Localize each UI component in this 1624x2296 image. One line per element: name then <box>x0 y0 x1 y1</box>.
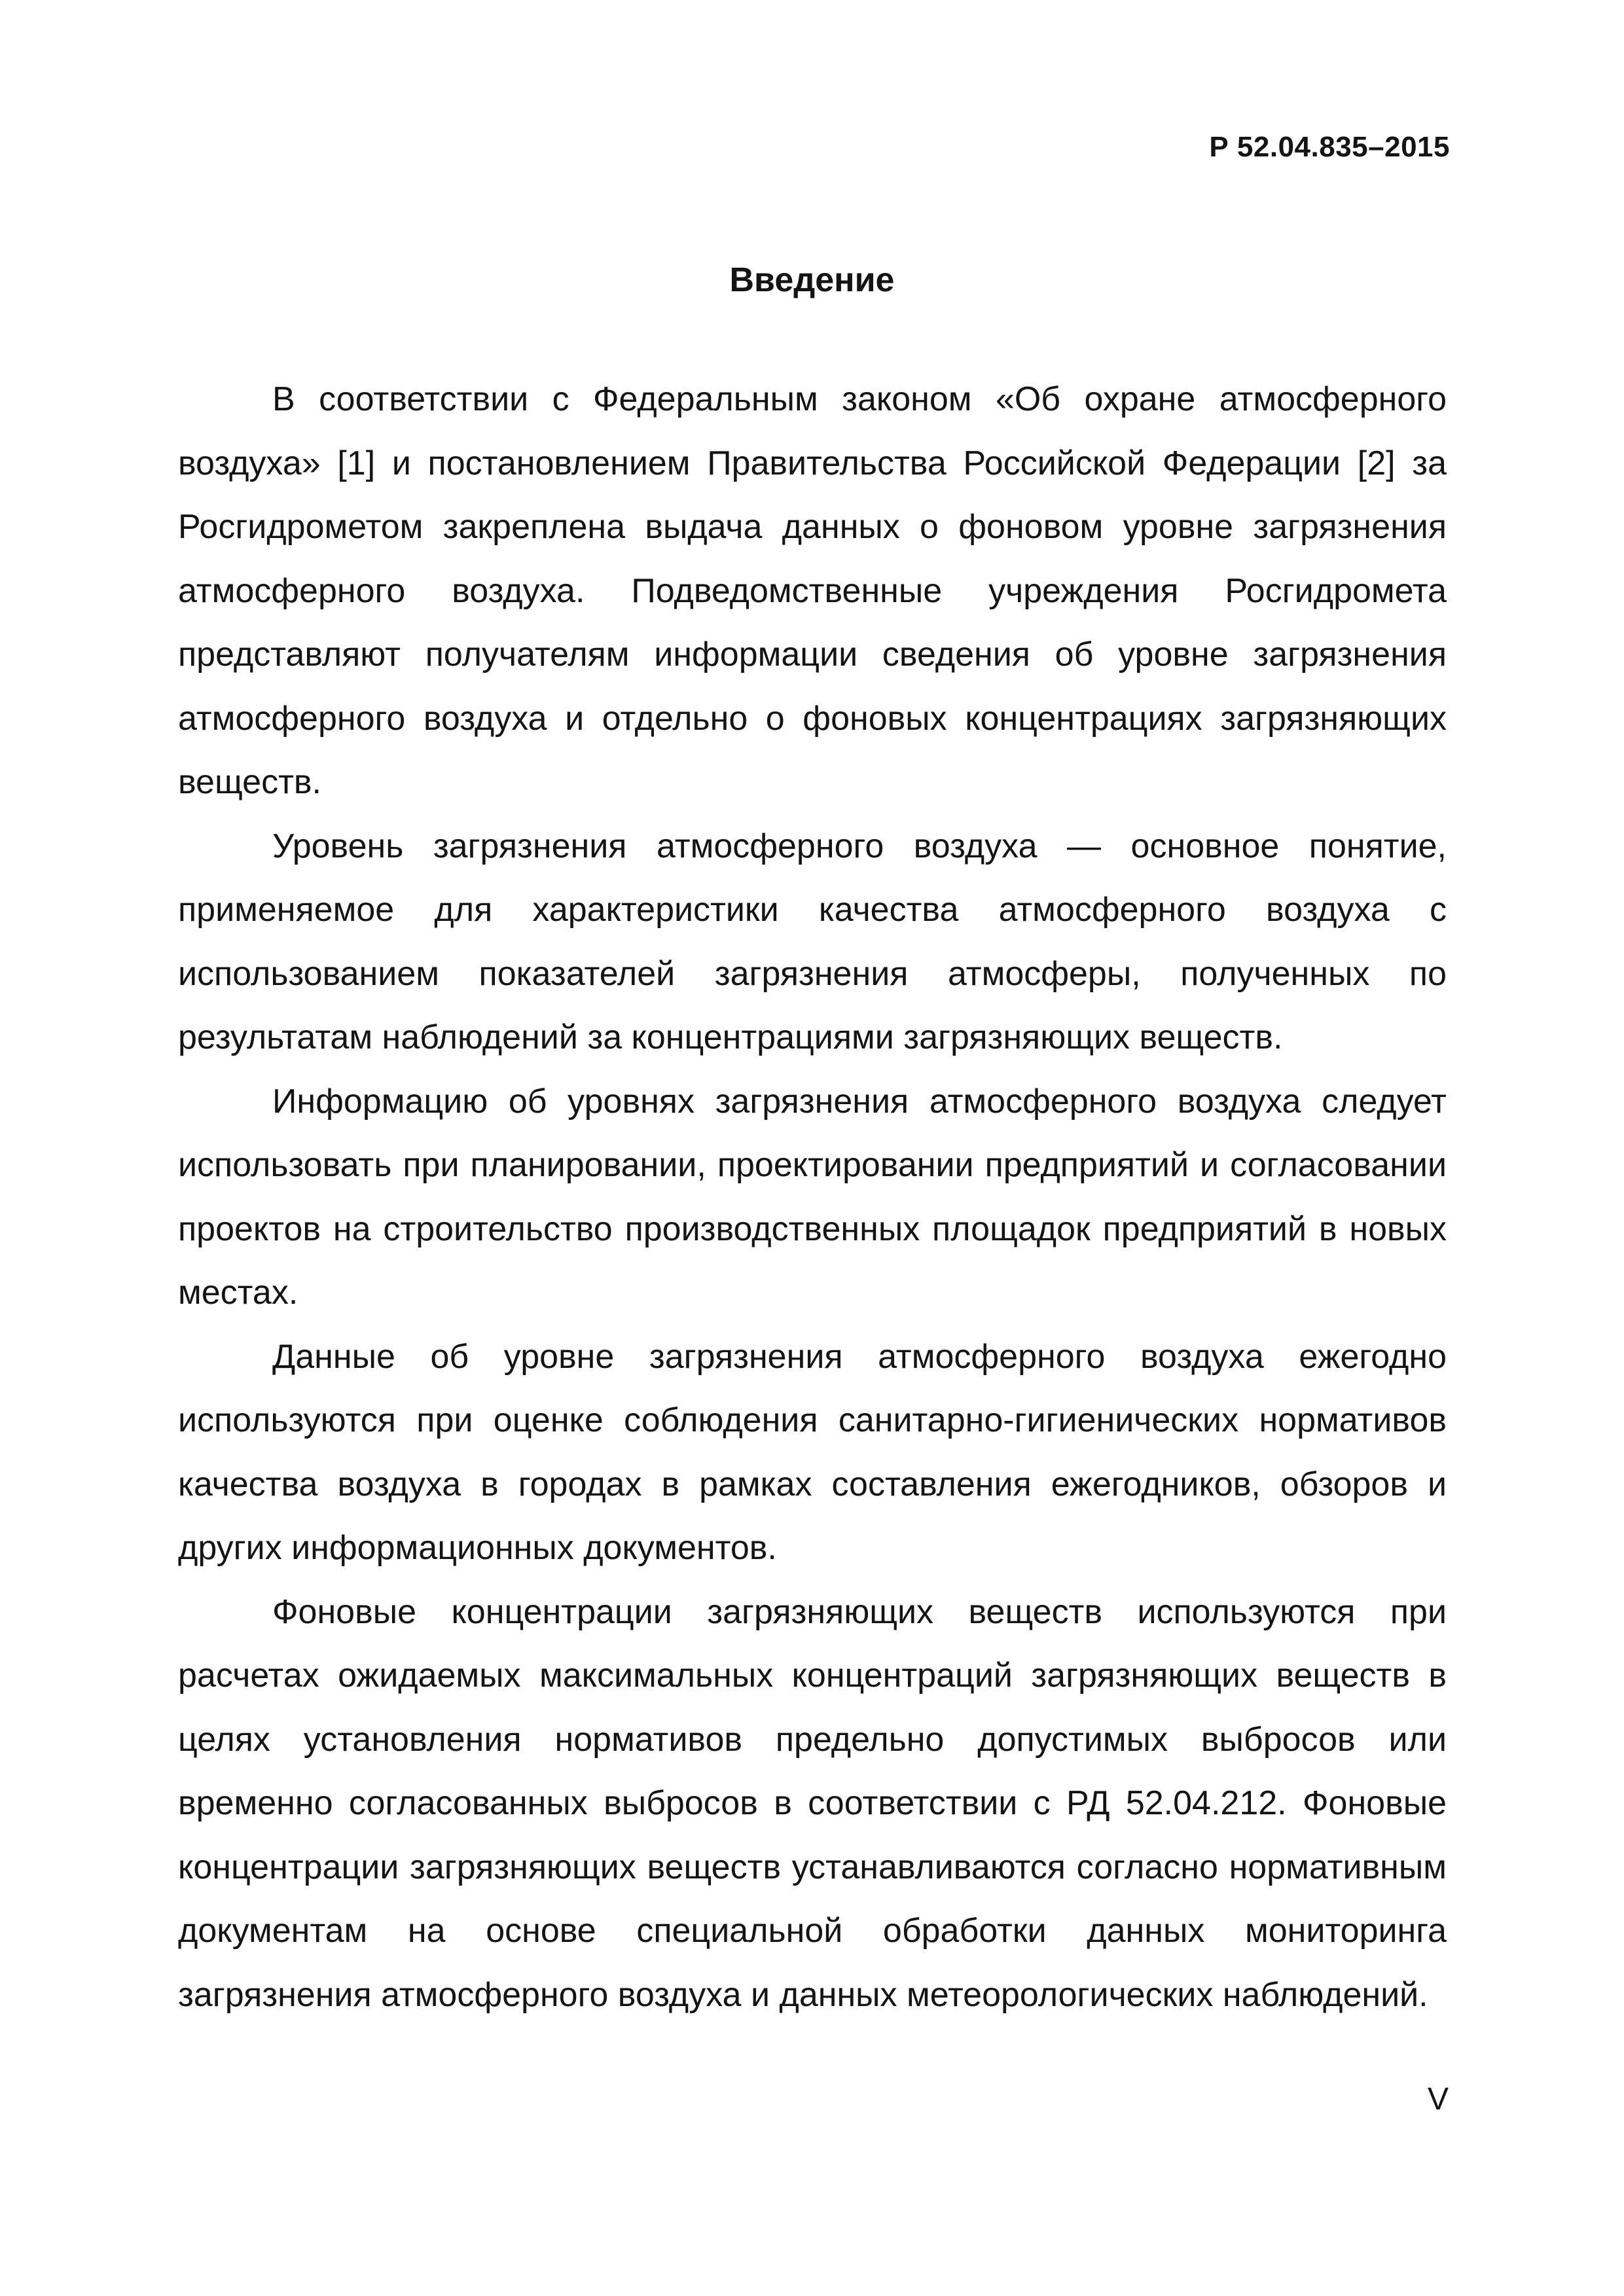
section-title: Введение <box>729 261 895 299</box>
page-number: V <box>1427 2082 1449 2117</box>
paragraph: Информацию об уровнях загрязнения атмосферного воздуха следует использовать при планировании, проектировании предприятий и согласовании проектов на строительство производственных площадок предприятий в новых местах. <box>178 1082 1447 1312</box>
paragraph: Уровень загрязнения атмосферного воздуха — основное понятие, применяемое для характеристики качества атмосферного воздуха с использованием показателей загрязнения атмосферы, полученных по результатам наблюдений за концентрациями загрязняющих веществ. <box>178 827 1447 1056</box>
paragraph: Фоновые концентрации загрязняющих веществ используются при расчетах ожидаемых максимальных концентраций загрязняющих веществ в целях установления нормативов предельно допустимых выбросов или временно согласованных выбросов в соответствии с РД 52.04.212. Фоновые концентрации загрязняющих веществ устанавливаются согласно нормативным документам на основе специальной обработки данных мониторинга загрязнения атмосферного воздуха и данных метеорологических наблюдений. <box>178 1592 1447 2014</box>
document-body <box>178 368 1447 2027</box>
document-number: Р 52.04.835–2015 <box>1209 131 1450 163</box>
paragraph: Данные об уровне загрязнения атмосферного воздуха ежегодно используются при оценке соблюдения санитарно-гигиенических нормативов качества воздуха в городах в рамках составления ежегодников, обзоров и других информационных документов. <box>178 1337 1447 1567</box>
paragraph: В соответствии с Федеральным законом «Об охране атмосферного воздуха» [1] и постановлением Правительства Российской Федерации [2] за Росгидрометом закреплена выдача данных о фоновом уровне загрязнения атмосферного воздуха. Подведомственные учреждения Росгидромета представляют получателям информации сведения об уровне загрязнения атмосферного воздуха и отдельно о фоновых концентрациях загрязняющих веществ. <box>178 380 1447 801</box>
